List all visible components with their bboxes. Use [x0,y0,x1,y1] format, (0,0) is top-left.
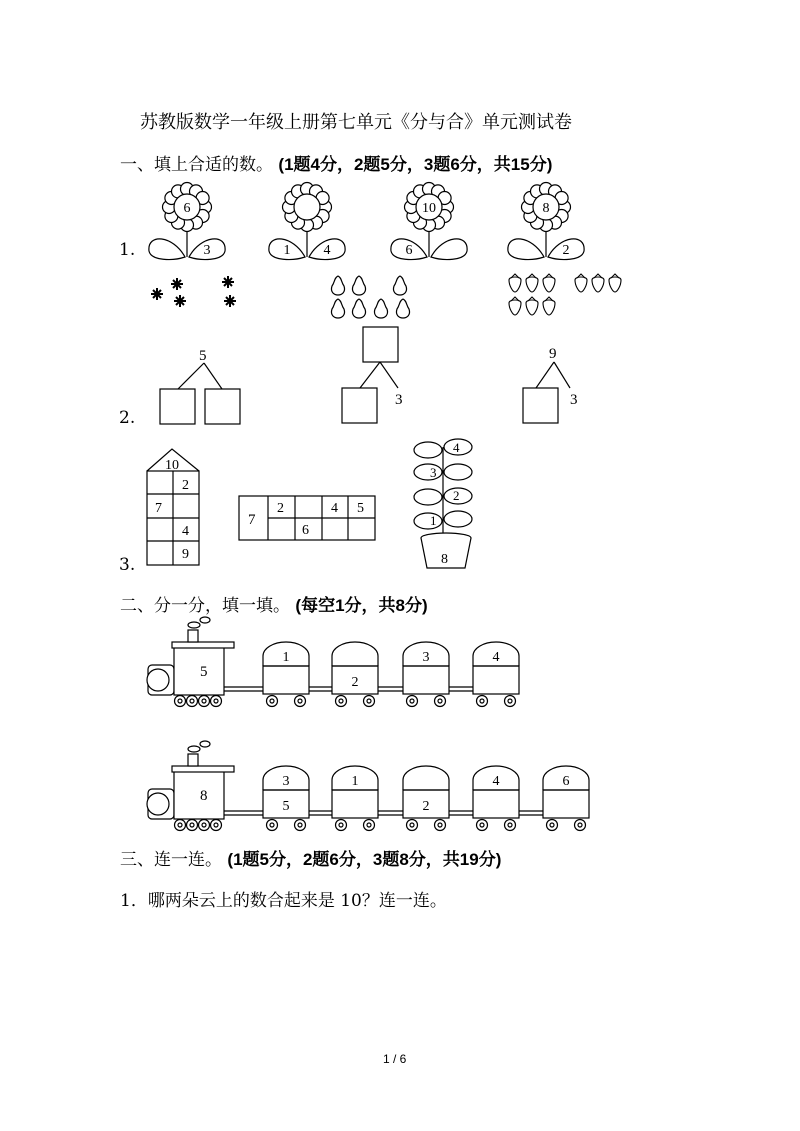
train-1 [147,617,519,707]
grid-cell: 5 [357,501,364,516]
house-cell: 2 [182,478,189,493]
bond-3-top: 9 [549,346,557,362]
car-bottom-number: 2 [351,675,359,690]
number-plant [414,439,472,568]
pear-picture [331,276,409,318]
number-bond-3 [523,362,570,423]
section3-score: (1题5分，2题6分，3题8分，共19分) [227,850,502,869]
bug-picture [151,276,236,307]
flower-leaf-number: 6 [405,243,413,258]
answer-box[interactable] [523,388,558,423]
plant-pot: 8 [441,552,448,567]
plant-leaf: 1 [430,513,437,528]
car-top-number: 4 [492,650,500,665]
section3-heading-text: 三、连一连。 [120,850,222,870]
flower [508,183,584,260]
car-top-number: 1 [351,774,359,789]
flower-center-number: 10 [422,201,436,216]
section1-heading-text: 一、填上合适的数。 [120,155,273,175]
flower [269,183,345,260]
bond-3-right: 3 [570,392,578,408]
house-cell: 9 [182,547,189,562]
flower-group [149,183,584,260]
engine-number: 8 [200,788,208,804]
grid-cell: 6 [302,523,309,538]
plant-leaf: 4 [453,440,460,455]
plant-leaf: 2 [453,488,460,503]
flower-center-number: 8 [542,201,550,216]
page-number: 1 / 6 [383,1052,407,1066]
flower [149,183,225,260]
grid-cell: 2 [277,501,284,516]
house-roof: 10 [165,458,179,473]
car-top-number: 3 [422,650,430,665]
car-top-number: 1 [282,650,290,665]
bond-1-top: 5 [199,348,207,364]
question-1-label: 1. [119,240,136,260]
flower-leaf-number: 3 [203,243,211,258]
house-cell: 4 [182,524,189,539]
car-top-number: 3 [282,774,290,789]
section1-score: (1题4分，2题5分，3题6分，共15分) [278,155,553,174]
answer-box[interactable] [363,327,398,362]
flower [391,183,467,260]
plant-leaf: 3 [430,465,437,480]
flower-leaf-number: 1 [283,243,291,258]
train-2 [147,741,589,831]
flower-leaf-number: 2 [562,243,570,258]
grid-cell: 7 [248,512,256,528]
flower-center-number: 6 [183,201,191,216]
answer-box[interactable] [205,389,240,424]
grid-cell: 4 [331,501,338,516]
page-title: 苏教版数学一年级上册第七单元《分与合》单元测试卷 [140,112,572,133]
car-top-number: 4 [492,774,500,789]
section2-heading-text: 二、分一分，填一填。 [120,596,290,616]
house-cell: 7 [155,501,162,516]
answer-box[interactable] [160,389,195,424]
bond-2-right: 3 [395,392,403,408]
number-bond-1 [160,363,240,424]
number-bond-2 [342,327,398,423]
engine-number: 5 [200,664,208,680]
strawberry-picture [509,274,621,315]
car-top-number: 6 [562,774,570,789]
section3-question-1: 1．哪两朵云上的数合起来是 10？连一连。 [120,891,447,911]
section2-score: (每空1分，共8分) [295,596,428,615]
question-3-label: 3. [119,555,136,575]
car-bottom-number: 5 [282,799,290,814]
flower-leaf-number: 4 [323,243,331,258]
question-2-label: 2. [119,408,136,428]
answer-box[interactable] [342,388,377,423]
car-bottom-number: 2 [422,799,430,814]
